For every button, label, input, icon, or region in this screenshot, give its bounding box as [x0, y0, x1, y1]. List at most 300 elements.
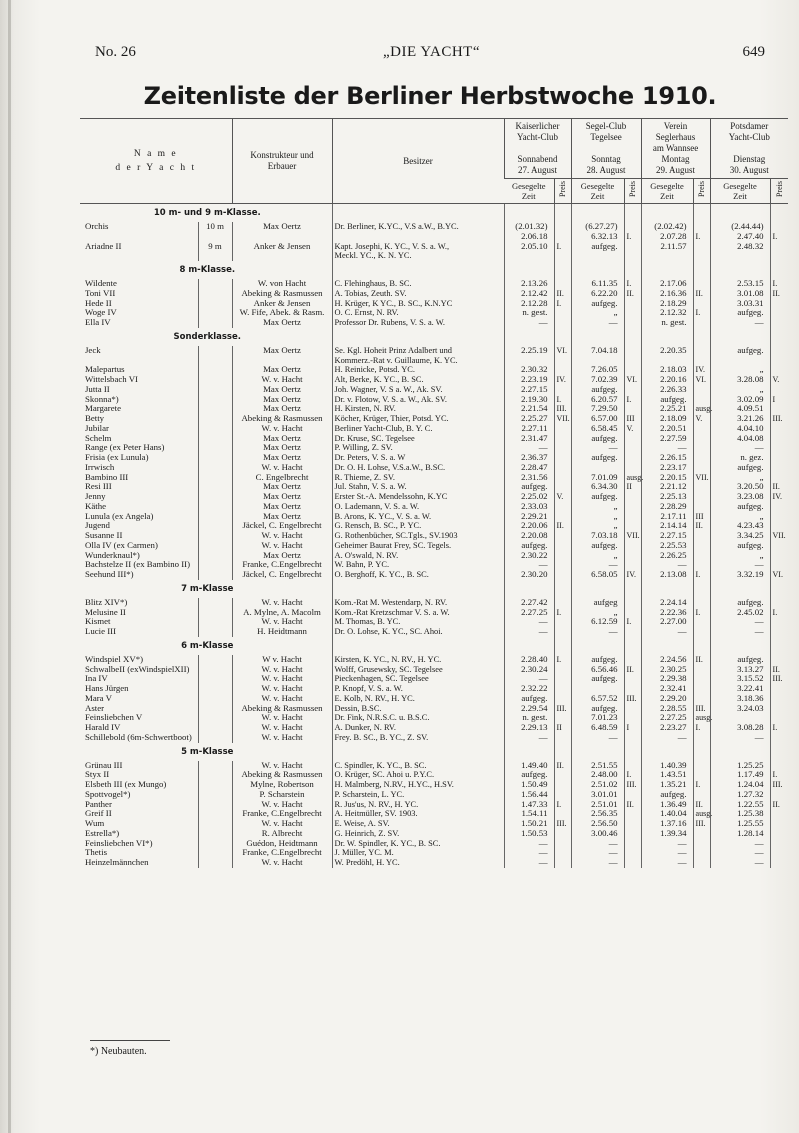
section-title: 7 m-Klasse [181, 583, 234, 594]
sailed-time-3: 2.23.27 [641, 723, 693, 733]
sailed-time-1: 2.27.11 [504, 424, 554, 434]
sailed-time-2: 2.51.02 [571, 780, 624, 790]
prize-4 [770, 443, 788, 453]
prize-3 [693, 395, 710, 405]
yacht-name: SchwalbeII (exWindspielXII) [85, 663, 190, 674]
sailed-time-1: 1.50.53 [504, 829, 554, 839]
sailed-time-3: 2.29.38 [641, 674, 693, 684]
prize-1 [554, 780, 571, 790]
prize-1: I. [554, 800, 571, 810]
sailed-time-2: 6.32.13 [571, 232, 624, 242]
sailed-time-4: 3.13.27 [710, 665, 770, 675]
yacht-class [198, 299, 232, 309]
sailed-time-3: 2.18.29 [641, 299, 693, 309]
prize-3 [693, 251, 710, 261]
prize-3 [693, 733, 710, 743]
yacht-row [80, 242, 788, 252]
prize-1: II. [554, 289, 571, 299]
sailed-time-3: 2.07.28 [641, 232, 693, 242]
prize-3 [693, 531, 710, 541]
prize-1: I. [554, 242, 571, 252]
yacht-class [198, 473, 232, 483]
builder: W. von Hacht [232, 279, 332, 289]
prize-2 [624, 299, 641, 309]
section-blank-cell [332, 580, 504, 598]
sailed-time-4: 3.34.25 [710, 531, 770, 541]
prize-2: II. [624, 800, 641, 810]
yacht-class [198, 551, 232, 561]
builder: Max Oertz [232, 385, 332, 395]
prize-1: IV. [554, 375, 571, 385]
section-blank-cell [554, 261, 571, 279]
sailed-time-3: 2.13.08 [641, 570, 693, 580]
builder: Abeking & Rasmussen [232, 704, 332, 714]
prize-4 [770, 560, 788, 570]
yacht-name: Malepartus [85, 364, 125, 375]
prize-3 [693, 665, 710, 675]
prize-4: VII. [770, 531, 788, 541]
yacht-name: Margarete [85, 403, 121, 414]
sailed-time-4: aufgeg. [710, 541, 770, 551]
builder: W. v. Hacht [232, 531, 332, 541]
yacht-name: Betty [85, 413, 105, 423]
sailed-time-1: 1.47.33 [504, 800, 554, 810]
section-blank-cell [710, 743, 770, 761]
yacht-class [198, 365, 232, 375]
sailed-time-3: 2.32.41 [641, 684, 693, 694]
prize-1 [554, 598, 571, 608]
yacht-row [80, 733, 788, 743]
yacht-class [198, 819, 232, 829]
yacht-class [198, 492, 232, 502]
owner: A. Dunker, N. RV. [332, 723, 504, 733]
yacht-name: Lucie III [85, 626, 117, 636]
section-blank-cell [571, 261, 624, 279]
prize-4 [770, 684, 788, 694]
sailed-time-4: 1.25.38 [710, 809, 770, 819]
sailed-time-4: — [710, 858, 770, 868]
prize-4 [770, 541, 788, 551]
section-blank-cell [770, 743, 788, 761]
section-header-row [80, 637, 788, 655]
yacht-name: Heinzelmännchen [85, 857, 149, 867]
prize-2 [624, 655, 641, 665]
owner: R. Jus'us, N. RV., H. YC. [332, 800, 504, 810]
sailed-time-2: „ [571, 502, 624, 512]
prize-4: IV. [770, 492, 788, 502]
table-header [80, 119, 788, 204]
sailed-time-3: 2.11.57 [641, 242, 693, 252]
header-row-clubs [80, 119, 788, 179]
sailed-time-1: 2.28.47 [504, 463, 554, 473]
prize-1 [554, 251, 571, 261]
prize-3 [693, 443, 710, 453]
prize-2 [624, 308, 641, 318]
section-blank-cell [624, 261, 641, 279]
owner: Professor Dr. Rubens, V. S. a. W. [332, 318, 504, 328]
prize-4 [770, 424, 788, 434]
section-blank-cell [693, 637, 710, 655]
yacht-class [198, 512, 232, 522]
builder: Abeking & Rasmussen [232, 414, 332, 424]
prize-3 [693, 770, 710, 780]
prize-3: II. [693, 655, 710, 665]
prize-3 [693, 761, 710, 771]
yacht-name: Range (ex Peter Hans) [85, 442, 165, 453]
section-title: 8 m-Klasse. [179, 265, 236, 275]
sailed-time-1: 2.30.20 [504, 570, 554, 580]
prize-1 [554, 424, 571, 434]
prize-4 [770, 694, 788, 704]
builder: W. v. Hacht [232, 800, 332, 810]
sailed-time-2: aufgeg. [571, 434, 624, 444]
section-blank-cell [641, 743, 693, 761]
prize-4: I. [770, 770, 788, 780]
prize-3: II. [693, 521, 710, 531]
builder: W. v. Hacht [232, 723, 332, 733]
prize-1 [554, 858, 571, 868]
yacht-class [198, 279, 232, 289]
builder: Max Oertz [232, 365, 332, 375]
builder: Max Oertz [232, 492, 332, 502]
prize-2 [624, 385, 641, 395]
prize-2: III. [624, 694, 641, 704]
prize-1: I. [554, 608, 571, 618]
yacht-class [198, 414, 232, 424]
section-blank-cell [641, 204, 693, 223]
sailed-time-4: 1.24.04 [710, 780, 770, 790]
owner: Dr. v. Flotow, V. S. a. W., Ak. SV. [332, 395, 504, 405]
prize-header-label: Preis [558, 181, 568, 197]
builder: W. v. Hacht [232, 424, 332, 434]
sailed-time-2: aufgeg. [571, 655, 624, 665]
club-header-2 [571, 119, 641, 179]
yacht-class [198, 521, 232, 531]
prize-2: I. [624, 232, 641, 242]
prize-4 [770, 242, 788, 252]
prize-1: I. [554, 395, 571, 405]
section-blank-cell [710, 261, 770, 279]
yacht-name: Ella IV [85, 317, 111, 327]
sailed-time-3: 2.23.17 [641, 463, 693, 473]
footnote: *) Neubauten. [90, 1046, 147, 1057]
sailed-time-2: aufgeg. [571, 453, 624, 463]
sailed-time-1: 2.06.18 [504, 232, 554, 242]
prize-4 [770, 473, 788, 483]
sailed-time-2: „ [571, 308, 624, 318]
sailed-time-3: 1.39.34 [641, 829, 693, 839]
sailed-time-4: „ [710, 365, 770, 375]
prize-2 [624, 318, 641, 328]
prize-1 [554, 839, 571, 849]
prize-1 [554, 473, 571, 483]
sailed-time-3: 2.28.29 [641, 502, 693, 512]
owner: J. Müller, YC. M. [332, 848, 504, 858]
sailed-time-2: „ [571, 608, 624, 618]
prize-3 [693, 848, 710, 858]
yacht-class [198, 385, 232, 395]
prize-4: III. [770, 780, 788, 790]
prize-2 [624, 684, 641, 694]
prize-2: IV. [624, 570, 641, 580]
prize-2 [624, 713, 641, 723]
club-name-line1: Potsdamer [730, 121, 769, 131]
section-blank-cell [332, 328, 504, 346]
prize-3: I. [693, 232, 710, 242]
sailed-time-2: aufgeg. [571, 492, 624, 502]
yacht-name: Olla IV (ex Carmen) [85, 539, 158, 550]
sailed-time-4: 3.28.08 [710, 375, 770, 385]
prize-1: III. [554, 704, 571, 714]
sailed-time-3: (2.02.42) [641, 222, 693, 232]
prize-3: II. [693, 289, 710, 299]
prize-3: III. [693, 819, 710, 829]
club-name-line1: Segel-Club [585, 121, 627, 131]
prize-1 [554, 809, 571, 819]
owner: O. Krüger, SC. Ahoi u. P.Y.C. [332, 770, 504, 780]
owner: Wolff, Grusewsky, SC. Tegelsee [332, 665, 504, 675]
prize-4: III. [770, 674, 788, 684]
prize-4 [770, 858, 788, 868]
prize-2 [624, 551, 641, 561]
sailed-time-1 [504, 251, 554, 261]
sailed-time-1: — [504, 858, 554, 868]
sailed-time-1: 2.36.37 [504, 453, 554, 463]
yacht-name: Jugend [85, 520, 110, 531]
sailed-time-1: aufgeg. [504, 482, 554, 492]
yacht-name: Lunula (ex Angela) [85, 510, 154, 521]
sailed-time-2: (6.27.27) [571, 222, 624, 232]
sailed-time-4: — [710, 627, 770, 637]
owner: P. Willing, Z. SV. [332, 443, 504, 453]
yacht-name: Elsbeth III (ex Mungo) [85, 779, 167, 789]
builder: Max Oertz [232, 318, 332, 328]
sailed-time-3: — [641, 560, 693, 570]
prize-3: IV. [693, 365, 710, 375]
owner: Kom.-Rat Kretzschmar V. S. a. W. [332, 608, 504, 618]
yacht-class [198, 375, 232, 385]
prize-2 [624, 521, 641, 531]
sailed-time-4: — [710, 560, 770, 570]
sailed-time-3: 2.20.15 [641, 473, 693, 483]
builder: Guédon, Heidtmann [232, 839, 332, 849]
section-blank-cell [770, 580, 788, 598]
sailed-time-1: 2.25.27 [504, 414, 554, 424]
sailed-time-4: 3.24.03 [710, 704, 770, 714]
owner: Dessin, B.SC. [332, 704, 504, 714]
section-blank-cell [710, 637, 770, 655]
race-date: 28. August [586, 165, 626, 175]
prize-1 [554, 790, 571, 800]
prize-3 [693, 385, 710, 395]
sailed-time-1: n. gest. [504, 308, 554, 318]
builder: Max Oertz [232, 434, 332, 444]
builder [232, 251, 332, 261]
time-header-line2: Zeit [590, 191, 605, 201]
section-blank-cell [554, 580, 571, 598]
sailed-time-2: — [571, 858, 624, 868]
section-blank-cell [571, 743, 624, 761]
prize-1: VII. [554, 414, 571, 424]
sailed-time-1: (2.01.32) [504, 222, 554, 232]
sailed-time-1: 2.27.42 [504, 598, 554, 608]
sailed-time-4: 1.28.14 [710, 829, 770, 839]
prize-1 [554, 453, 571, 463]
section-blank-cell [641, 637, 693, 655]
race-day: Sonnabend [517, 154, 558, 164]
prize-3 [693, 790, 710, 800]
section-blank-cell [504, 204, 554, 223]
results-table-wrap [80, 118, 790, 1048]
sailed-time-2: 2.56.35 [571, 809, 624, 819]
club-name-line1: Kaiserlicher [515, 121, 560, 131]
prize-3 [693, 627, 710, 637]
prize-1: III. [554, 404, 571, 414]
sailed-time-3: 1.43.51 [641, 770, 693, 780]
prize-3 [693, 551, 710, 561]
section-title: 10 m- und 9 m-Klasse. [153, 208, 261, 218]
yacht-name: Harald IV [85, 722, 121, 732]
sailed-time-2: — [571, 443, 624, 453]
sailed-time-2: 6.48.59 [571, 723, 624, 733]
section-blank-cell [693, 328, 710, 346]
sailed-time-1: 2.30.22 [504, 551, 554, 561]
yacht-row [80, 570, 788, 580]
club-name-spacer [573, 143, 640, 154]
sailed-time-4: 4.04.10 [710, 424, 770, 434]
owner: G. Heinrich, Z. SV. [332, 829, 504, 839]
builder: P. Scharstein [232, 790, 332, 800]
sailed-time-1: aufgeg. [504, 541, 554, 551]
prize-2 [624, 463, 641, 473]
sailed-time-1: 1.56.44 [504, 790, 554, 800]
owner: G. Rensch, B. SC., P. YC. [332, 521, 504, 531]
sailed-time-2: aufgeg. [571, 242, 624, 252]
sailed-time-3: 2.16.36 [641, 289, 693, 299]
yacht-name: Wildente [85, 278, 117, 288]
sailed-time-2: — [571, 318, 624, 328]
prize-3: VI. [693, 375, 710, 385]
yacht-class [198, 570, 232, 580]
sailed-time-2: aufgeg. [571, 674, 624, 684]
section-blank-cell [332, 637, 504, 655]
yacht-name: Jeck [85, 344, 101, 355]
builder: Jäckel, C. Engelbrecht [232, 570, 332, 580]
yacht-name: Wum [85, 818, 105, 828]
yacht-name: Styx II [85, 769, 110, 780]
sailed-time-4: 3.02.09 [710, 395, 770, 405]
sailed-time-3: aufgeg. [641, 395, 693, 405]
yacht-name: Woge IV [85, 307, 117, 318]
builder: Max Oertz [232, 502, 332, 512]
race-day: Sonntag [591, 154, 621, 164]
builder: Abeking & Rasmussen [232, 770, 332, 780]
builder: Anker & Jensen [232, 299, 332, 309]
yacht-name: Blitz XIV*) [85, 596, 128, 607]
sailed-time-2: — [571, 560, 624, 570]
sailed-time-2: aufgeg. [571, 299, 624, 309]
sailed-time-4: „ [710, 473, 770, 483]
sailed-time-3: 2.18.09 [641, 414, 693, 424]
sailed-time-3 [641, 251, 693, 261]
sailed-time-2: 2.51.55 [571, 761, 624, 771]
yacht-class [198, 761, 232, 771]
prize-4 [770, 598, 788, 608]
sailed-time-2: aufgeg [571, 598, 624, 608]
yacht-class: 9 m [198, 242, 232, 252]
prize-4 [770, 713, 788, 723]
prize-4: III. [770, 414, 788, 424]
section-header-row [80, 580, 788, 598]
yacht-class [198, 665, 232, 675]
sailed-time-3: 2.22.36 [641, 608, 693, 618]
prize-2: I. [624, 770, 641, 780]
section-blank-cell [624, 328, 641, 346]
owner: A. Tobias, Zeuth. SV. [332, 289, 504, 299]
prize-2 [624, 434, 641, 444]
sailed-time-3: 2.27.59 [641, 434, 693, 444]
sailed-time-4: 3.22.41 [710, 684, 770, 694]
prize-2 [624, 502, 641, 512]
sailed-time-2: — [571, 627, 624, 637]
prize-4 [770, 848, 788, 858]
prize-3 [693, 839, 710, 849]
section-blank-cell [504, 743, 554, 761]
yacht-class [198, 858, 232, 868]
owner: W. Predöhl, H. YC. [332, 858, 504, 868]
sailed-time-4: 1.17.49 [710, 770, 770, 780]
prize-2: VII. [624, 531, 641, 541]
yacht-name: Skonna*) [85, 393, 119, 404]
sailed-time-4: 2.47.40 [710, 232, 770, 242]
yacht-class [198, 713, 232, 723]
sailed-time-2: — [571, 848, 624, 858]
sailed-time-1: — [504, 617, 554, 627]
sailed-time-3: 2.26.15 [641, 453, 693, 463]
yacht-class [198, 674, 232, 684]
prize-4 [770, 318, 788, 328]
section-header-row [80, 743, 788, 761]
prize-4: II. [770, 482, 788, 492]
prize-header-label: Preis [697, 181, 707, 197]
yacht-name: Jubilar [85, 422, 109, 433]
sailed-time-4: 4.04.08 [710, 434, 770, 444]
builder: W. v. Hacht [232, 665, 332, 675]
sailed-time-4: — [710, 839, 770, 849]
page-title: Zeitenliste der Berliner Herbstwoche 1910. [143, 82, 717, 110]
yacht-class [198, 346, 232, 356]
sailed-time-1: 2.30.24 [504, 665, 554, 675]
time-header-line1: Gesegelte [723, 181, 757, 191]
prize-2 [624, 222, 641, 232]
page-number: 649 [742, 44, 765, 60]
sailed-time-3: 2.25.53 [641, 541, 693, 551]
sailed-time-4: 3.15.52 [710, 674, 770, 684]
section-blank-cell [641, 580, 693, 598]
prize-4 [770, 251, 788, 261]
prize-1 [554, 541, 571, 551]
yacht-name: Aster [85, 702, 105, 713]
sailed-time-4: 3.32.19 [710, 570, 770, 580]
owner: O. C. Ernst, N. RV. [332, 308, 504, 318]
owner: H. Kirsten, N. RV. [332, 404, 504, 414]
prize-4 [770, 404, 788, 414]
yacht-class [198, 598, 232, 608]
yacht-name: Resi III [85, 481, 112, 492]
section-blank-cell [332, 743, 504, 761]
prize-4 [770, 839, 788, 849]
time-header-line2: Zeit [660, 191, 674, 201]
